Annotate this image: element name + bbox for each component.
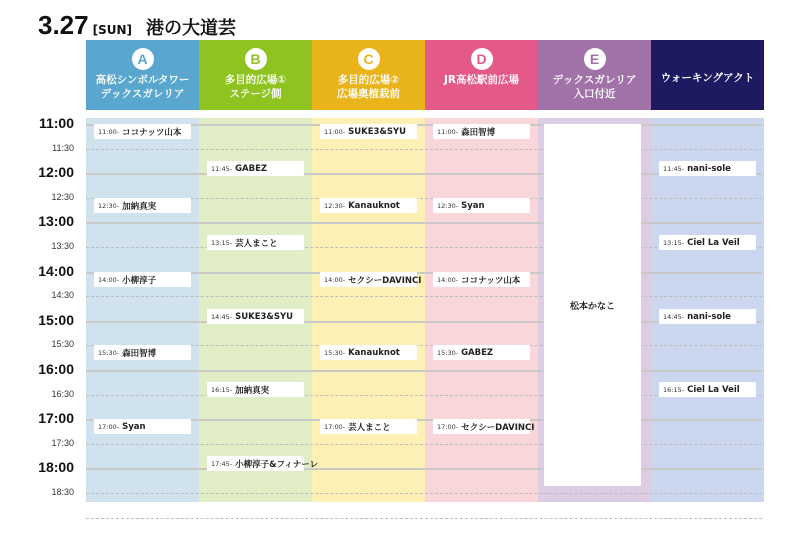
performance-slot — [320, 124, 417, 139]
performance-slot — [433, 419, 535, 434]
performance-slot — [659, 382, 756, 397]
time-label: 12:30 — [51, 192, 74, 202]
performance-slot — [94, 124, 191, 139]
venue-name — [86, 73, 199, 101]
performance-slot — [207, 161, 304, 176]
performance-slot — [207, 382, 304, 397]
half-hour-line — [86, 296, 762, 297]
venue-badge: E — [584, 48, 606, 70]
performance-time: 14:00- — [98, 275, 120, 284]
performer-name: Kanauknot — [348, 347, 400, 358]
performance-slot — [94, 419, 191, 434]
venue-name — [651, 71, 764, 85]
performance-slot — [659, 161, 756, 176]
venue-name-line: デックスガレリア — [552, 74, 637, 86]
event-name: 港の大道芸 — [146, 18, 237, 39]
performer-name: 小柳淳子&フィナーレ — [235, 459, 319, 470]
performance-time: 17:00- — [324, 422, 346, 431]
time-label: 11:30 — [52, 143, 74, 153]
performer-name: 森田智博 — [122, 348, 157, 359]
venue-name-line: デックスガレリア — [100, 88, 185, 100]
performance-slot — [207, 456, 319, 471]
performance-time: 14:00- — [437, 275, 459, 284]
column-header — [425, 40, 538, 110]
performer-name: nani-sole — [687, 163, 731, 174]
time-label: 15:30 — [51, 339, 74, 349]
performance-time: 16:15- — [211, 385, 233, 394]
performance-slot — [433, 272, 530, 287]
venue-badge: C — [358, 48, 380, 70]
performer-name: Ciel La Veil — [687, 237, 740, 248]
time-label: 14:00 — [38, 263, 74, 279]
performance-slot — [659, 235, 756, 250]
performer-name: 加納真実 — [122, 201, 157, 212]
time-label: 18:00 — [38, 459, 74, 475]
hour-line — [86, 222, 762, 224]
schedule-title — [38, 10, 236, 40]
venue-name — [538, 73, 651, 101]
performance-slot — [433, 124, 530, 139]
event-date: 3.27 — [38, 10, 89, 40]
performance-slot — [433, 345, 530, 360]
venue-name-line: 入口付近 — [573, 88, 616, 100]
time-label: 13:30 — [51, 241, 74, 251]
performance-time: 17:00- — [98, 422, 120, 431]
performer-name: SUKE3&SYU — [348, 126, 407, 137]
performer-name: SUKE3&SYU — [235, 311, 294, 322]
performer-name: Kanauknot — [348, 200, 400, 211]
performer-name: GABEZ — [235, 163, 268, 174]
performance-time: 15:30- — [324, 348, 346, 357]
time-label: 13:00 — [38, 213, 74, 229]
performer-name: GABEZ — [461, 347, 494, 358]
performance-slot — [207, 235, 304, 250]
performer-name: Syan — [122, 421, 146, 432]
performance-slot — [207, 309, 304, 324]
time-label: 15:00 — [38, 312, 74, 328]
time-label: 17:00 — [38, 410, 74, 426]
venue-name-line: 高松シンボルタワー — [95, 74, 190, 86]
performance-time: 16:15- — [663, 385, 685, 394]
half-hour-line — [86, 493, 762, 494]
performer-name: セクシーDAVINCI — [461, 422, 535, 433]
performance-time: 15:30- — [98, 348, 120, 357]
venue-name — [425, 73, 538, 87]
performer-name: 芸人まこと — [235, 238, 278, 249]
venue-name — [199, 73, 312, 101]
column-header — [651, 40, 764, 110]
performer-name: 加納真実 — [235, 385, 270, 396]
half-hour-line — [86, 444, 762, 445]
performance-time: 13:15- — [663, 238, 685, 247]
time-label: 11:00 — [38, 115, 74, 131]
performer-name: 森田智博 — [461, 127, 496, 138]
performance-slot — [320, 419, 417, 434]
performance-time: 14:45- — [663, 312, 685, 321]
venue-name-line: JR高松駅前広場 — [444, 74, 519, 86]
performer-name: 芸人まこと — [348, 422, 391, 433]
time-label: 12:00 — [38, 164, 74, 180]
time-label: 18:30 — [51, 487, 74, 497]
time-label: 17:30 — [51, 438, 74, 448]
performer-name: Ciel La Veil — [687, 384, 740, 395]
performance-slot — [320, 345, 417, 360]
venue-badge: A — [132, 48, 154, 70]
column-header — [312, 40, 425, 110]
venue-badge: B — [245, 48, 267, 70]
performance-time: 12:30- — [324, 201, 346, 210]
venue-name-line: ウォーキングアクト — [660, 72, 755, 84]
continuous-performance-slot: 松本かなこ — [544, 124, 641, 486]
time-label: 14:30 — [51, 290, 74, 300]
performance-slot — [94, 198, 191, 213]
venue-name-line: 多目的広場① — [224, 74, 287, 86]
performance-time: 12:30- — [437, 201, 459, 210]
performer-name: nani-sole — [687, 311, 731, 322]
performance-time: 12:30- — [98, 201, 120, 210]
hour-line — [86, 370, 762, 372]
performance-slot — [94, 345, 191, 360]
column-header — [538, 40, 651, 110]
time-label: 16:30 — [51, 389, 74, 399]
performance-time: 17:00- — [437, 422, 459, 431]
performer-name: ココナッツ山本 — [122, 127, 182, 138]
performance-slot — [320, 272, 422, 287]
performance-time: 13:15- — [211, 238, 233, 247]
performance-slot — [659, 309, 756, 324]
hour-line — [86, 468, 762, 470]
venue-name-line: 広場奥植栽前 — [337, 88, 400, 100]
performance-time: 11:00- — [437, 127, 459, 136]
venue-name-line: 多目的広場② — [337, 74, 400, 86]
column-header — [199, 40, 312, 110]
performer-name: 小柳淳子 — [122, 275, 157, 286]
performance-time: 11:45- — [211, 164, 233, 173]
venue-badge: D — [471, 48, 493, 70]
venue-name-line: ステージ側 — [229, 88, 282, 100]
performance-time: 11:45- — [663, 164, 685, 173]
performance-time: 17:45- — [211, 459, 233, 468]
performance-time: 14:45- — [211, 312, 233, 321]
performance-time: 11:00- — [98, 127, 120, 136]
performance-time: 15:30- — [437, 348, 459, 357]
performer-name: Syan — [461, 200, 485, 211]
venue-name — [312, 73, 425, 101]
performer-name: セクシーDAVINCI — [348, 275, 422, 286]
performance-time: 14:00- — [324, 275, 346, 284]
column-header — [86, 40, 199, 110]
half-hour-line — [86, 518, 762, 519]
performance-slot — [94, 272, 191, 287]
performance-time: 11:00- — [324, 127, 346, 136]
event-day: [SUN] — [92, 23, 133, 37]
performer-name: ココナッツ山本 — [461, 275, 521, 286]
performance-slot — [320, 198, 417, 213]
time-label: 16:00 — [38, 361, 74, 377]
half-hour-line — [86, 149, 762, 150]
performance-slot — [433, 198, 530, 213]
